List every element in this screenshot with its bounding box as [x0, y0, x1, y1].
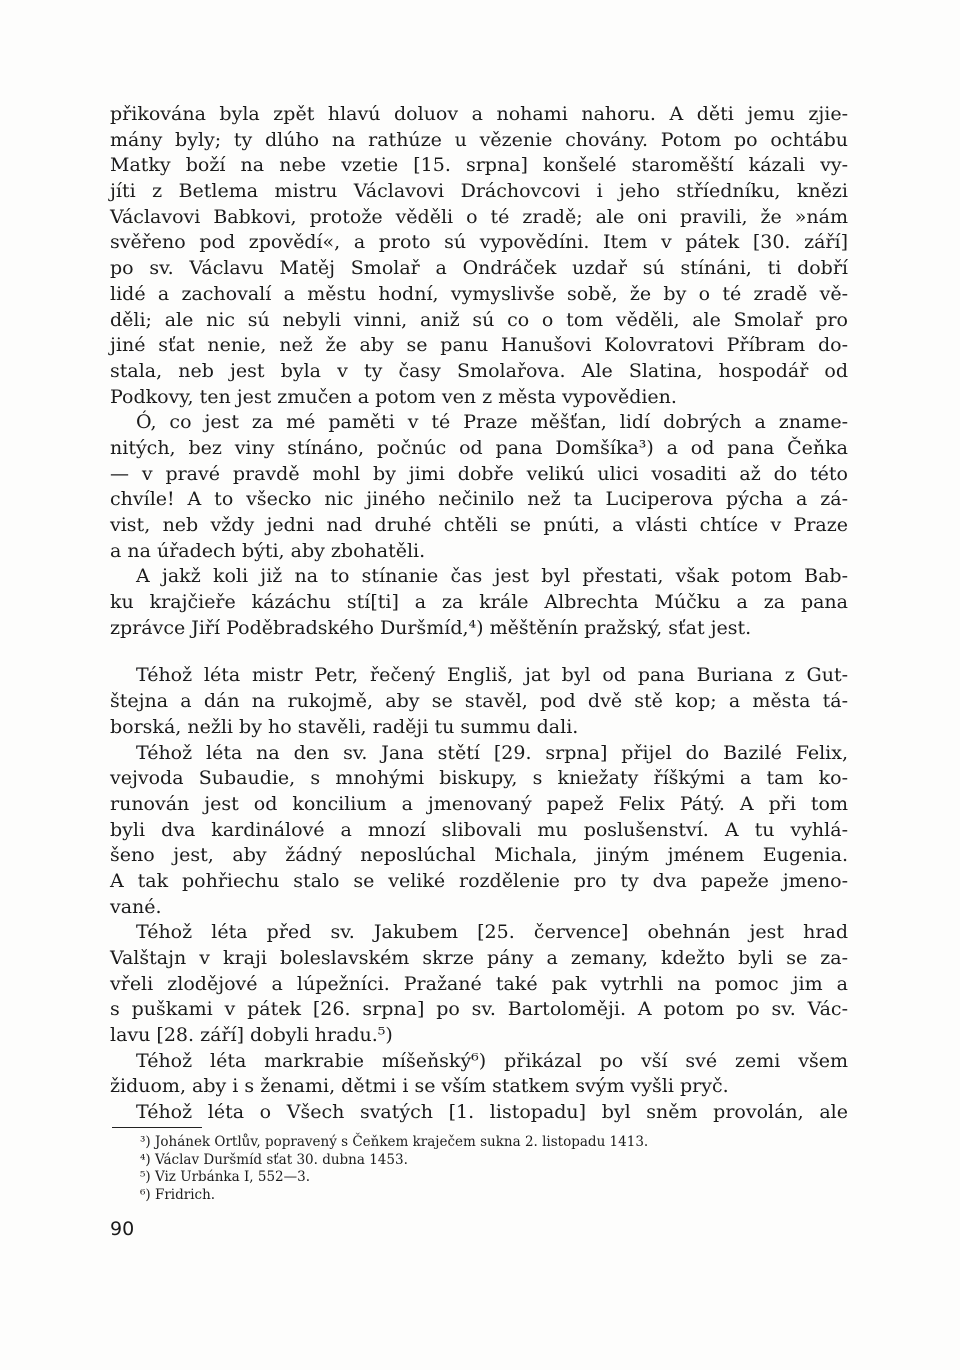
text-line: borská, nežli by ho stavěli, raději tu summu dali.: [110, 715, 579, 738]
text-line: Téhož léta o Všech svatých [1. listopadu] byl sněm provolán, ale: [136, 1101, 848, 1124]
text-line: Téhož léta mistr Petr, řečený Engliš, jat byl od pana Buriana z Gut-: [136, 664, 848, 687]
text-line: chvíle! A to všecko nic jiného nečinilo než ta Luciperova pýcha a zá-: [110, 488, 848, 511]
footnote: ⁵) Viz Urbánka I, 552—3.: [140, 1169, 311, 1185]
text-line: vejvoda Subaudie, s mnohými biskupy, s kniežaty říškými a tam ko-: [110, 767, 848, 790]
text-line: byli dva kardinálové a mnozí slibovali mu poslušenství. A tu vyhlá-: [110, 818, 848, 841]
text-line: Téhož léta na den sv. Jana stětí [29. srpna] přijel do Bazilé Felix,: [136, 741, 848, 764]
page-number: 90: [110, 1218, 135, 1240]
text-line: vané.: [110, 895, 162, 918]
text-line: Téhož léta markrabie míšeňský⁶) přikázal po vší své zemi všem: [136, 1049, 848, 1072]
text-line: vřeli zlodějové a lúpežníci. Pražané také pak vytrhli na pomoc jim a: [110, 972, 848, 995]
footnote: ⁶) Fridrich.: [140, 1186, 216, 1203]
text-line: ku krajčieře kázáchu stí[ti] a za krále Albrechta Múčku a za pana: [110, 591, 848, 614]
text-line: děli; ale nic sú nebyli vinni, aniž sú co o tom věděli, ale Smolař pro: [110, 308, 848, 331]
text-line: lavu [28. září] dobyli hradu.⁵): [110, 1024, 393, 1047]
footnote-rule: [112, 1127, 202, 1128]
text-line: Matky boží na nebe vzetie [15. srpna] konšelé staroměští kázali vy-: [110, 154, 848, 177]
text-line: štejna a dán na rukojmě, aby se stavěl, pod dvě stě kop; a města tá-: [110, 690, 848, 713]
text-line: a na úřadech býti, aby zbohatěli.: [110, 539, 426, 562]
footnote: ⁴) Václav Duršmíd sťat 30. dubna 1453.: [140, 1151, 408, 1168]
text-line: zprávce Jiří Poděbradského Duršmíd,⁴) měštěnín pražský, sťat jest.: [110, 616, 752, 639]
text-line: jiné sťat nenie, než že aby se panu Hanušovi Kolovratovi Příbram do-: [110, 334, 848, 357]
text-line: nitých, bez viny stínáno, počnúc od pana Domšíka³) a od pana Čeňka: [110, 436, 848, 459]
text-line: svěřeno pod zpovědí«, a proto sú vypovědíni. Item v pátek [30. září]: [110, 231, 848, 254]
text-line: stala, neb jest byla v ty časy Smolařova. Ale Slatina, hospodář od: [110, 359, 848, 382]
footnotes: [140, 1134, 840, 1204]
text-line: vist, neb vždy jedni nad druhé chtěli se pnúti, a vlásti chtíce v Praze: [110, 514, 848, 536]
text-line: s puškami v pátek [26. srpna] po sv. Bartoloměji. A potom po sv. Vác-: [110, 998, 848, 1021]
body-text: [110, 102, 848, 1126]
text-line: mány byly; ty dlúho na rathúze u vězenie chovány. Potom po ochtábu: [110, 128, 848, 151]
text-line: Téhož léta před sv. Jakubem [25. července] obehnán jest hrad: [136, 921, 848, 944]
text-line: Valštajn v kraji boleslavském skrze pány a zemany, kdežto byli se za-: [110, 947, 848, 969]
text-line: A tak pohřiechu stalo se veliké rozdělenie pro ty dva papeže jmeno-: [110, 869, 848, 892]
footnote: ³) Johánek Ortlův, popravený s Čeňkem kraječem sukna 2. listopadu 1413.: [140, 1134, 649, 1150]
paragraph-gap: [110, 641, 848, 663]
text-line: přikována byla zpět hlavú doluov a nohami nahoru. A děti jemu zjie-: [110, 103, 848, 125]
text-line: Ó, co jest za mé paměti v té Praze měšťan, lidí dobrých a zname-: [136, 411, 848, 434]
text-line: židuom, aby i s ženami, dětmi i se vším statkem svým vyšli pryč.: [110, 1075, 729, 1098]
text-line: jíti z Betlema mistru Václavovi Dráchovcovi i jeho stříedníku, knězi: [110, 180, 848, 203]
text-line: lidé a zachovalí a městu hodní, vymyslivše sobě, že by o té zradě vě-: [110, 282, 848, 305]
text-line: Václavovi Babkovi, protože věděli o té zradě; ale oni pravili, že »nám: [110, 205, 848, 228]
text-line: — v pravé pravdě mohl by jimi dobře velikú ulici vosaditi až do této: [110, 462, 848, 485]
text-line: A jakž koli již na to stínanie čas jest byl přestati, však potom Bab-: [136, 565, 848, 588]
text-line: šeno jest, aby žádný neposlúchal Michala, jiným jménem Eugenia.: [110, 844, 848, 867]
text-line: po sv. Václavu Matěj Smolař a Ondráček uzdař sú stínáni, ti dobří: [110, 257, 848, 280]
text-line: Podkovy, ten jest zmučen a potom ven z města vypovědien.: [110, 385, 677, 408]
text-line: runován jest od koncilium a jmenovaný papež Felix Pátý. A při tom: [110, 792, 848, 815]
